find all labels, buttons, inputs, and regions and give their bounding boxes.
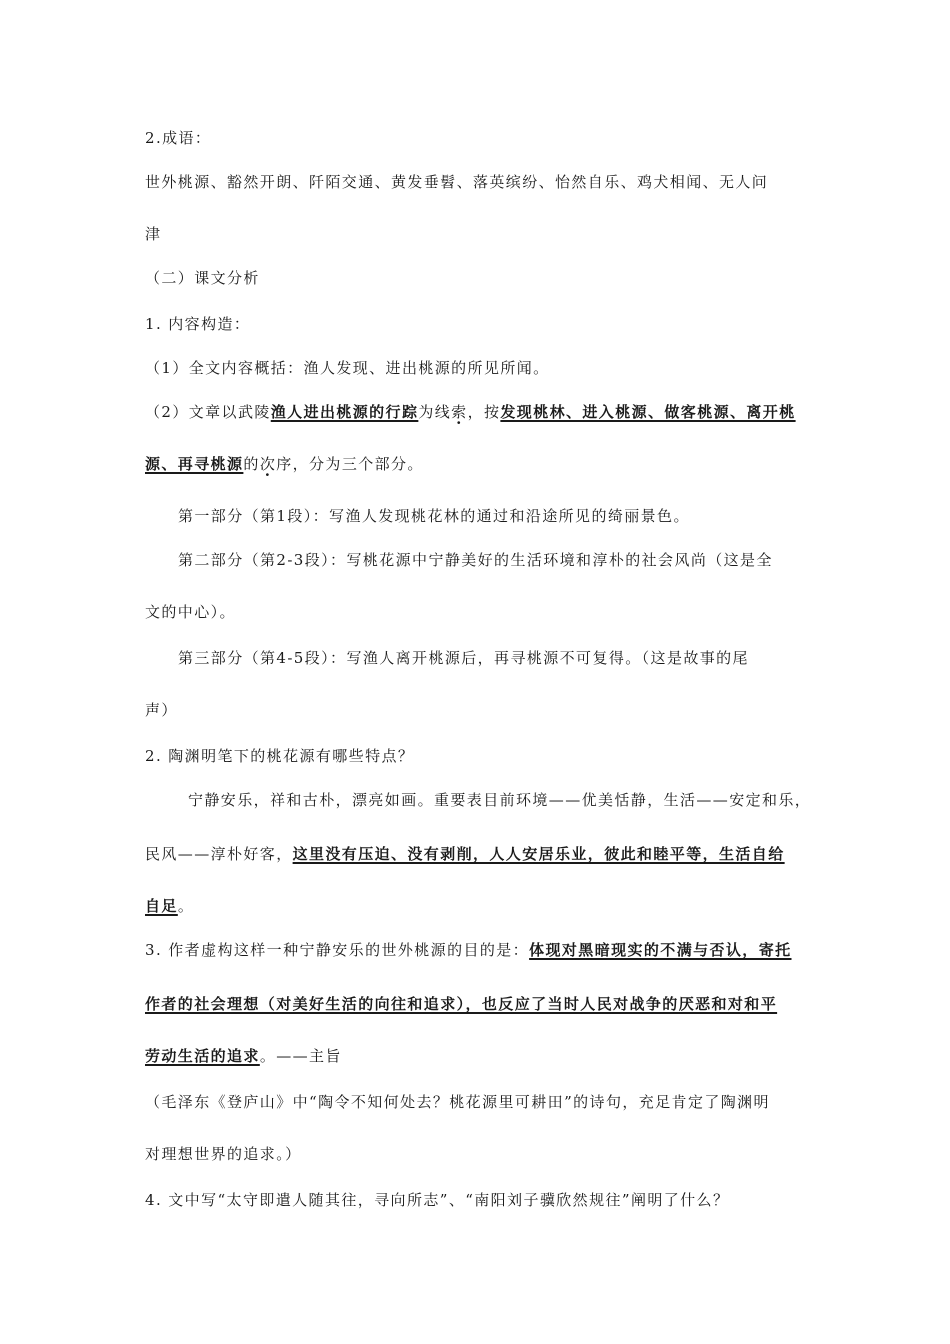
summary-line: （1）全文内容概括：渔人发现、进出桃源的所见所闻。 bbox=[145, 359, 550, 377]
section-heading-analysis: （二）课文分析 bbox=[145, 269, 260, 287]
clue-line-cont: 源、再寻桃源的次序，分为三个部分。 bbox=[145, 455, 424, 473]
answer-2: 宁静安乐，祥和古朴，漂亮如画。重要表目前环境——优美恬静，生活——安定和乐， bbox=[188, 791, 812, 809]
part-three: 第三部分（第4-5段）：写渔人离开桃源后，再寻桃源不可复得。（这是故事的尾 bbox=[178, 649, 749, 667]
part-three-cont: 声） bbox=[145, 701, 178, 719]
theme-emphasis-end: 劳动生活的追求 bbox=[145, 1047, 260, 1065]
clue-line: （2）文章以武陵渔人进出桃源的行踪为线索，按发现桃林、进入桃源、做客桃源、离开桃 bbox=[145, 403, 796, 421]
order-emphasis: 发现桃林、进入桃源、做客桃源、离开桃 bbox=[500, 403, 796, 421]
part-two-cont: 文的中心）。 bbox=[145, 603, 236, 621]
answer-2-emphasis-cont: 自足 bbox=[145, 897, 178, 915]
mao-quote-note: （毛泽东《登庐山》中“陶令不知何处去？桃花源里可耕田”的诗句，充足肯定了陶渊明 bbox=[145, 1093, 770, 1111]
heading-idioms: 2.成语： bbox=[145, 129, 212, 147]
question-3: 3. 作者虚构这样一种宁静安乐的世外桃源的目的是：体现对黑暗现实的不满与否认，寄托 bbox=[145, 941, 792, 959]
idioms-list-cont: 津 bbox=[145, 225, 162, 243]
part-one: 第一部分（第1段）：写渔人发现桃花林的通过和沿途所见的绮丽景色。 bbox=[178, 507, 690, 525]
idioms-list: 世外桃源、豁然开朗、阡陌交通、黄发垂髫、落英缤纷、怡然自乐、鸡犬相闻、无人问 bbox=[145, 173, 769, 191]
theme-end: 劳动生活的追求。——主旨 bbox=[145, 1047, 342, 1065]
part-two: 第二部分（第2-3段）：写桃花源中宁静美好的生活环境和淳朴的社会风尚（这是全 bbox=[178, 551, 773, 569]
emphasis-dot-char: 次 bbox=[259, 455, 277, 473]
question-2: 2. 陶渊明笔下的桃花源有哪些特点？ bbox=[145, 747, 415, 765]
answer-2-cont: 民风——淳朴好客，这里没有压迫、没有剥削，人人安居乐业，彼此和睦平等，生活自给 bbox=[145, 845, 785, 863]
question-4: 4. 文中写“太守即遣人随其往，寻向所志”、“南阳刘子骥欣然规往”阐明了什么？ bbox=[145, 1191, 730, 1209]
heading-content-structure: 1. 内容构造： bbox=[145, 315, 251, 333]
mao-quote-note-cont: 对理想世界的追求。） bbox=[145, 1145, 302, 1163]
clue-emphasis: 渔人进出桃源的行踪 bbox=[270, 403, 419, 421]
theme-emphasis-cont: 作者的社会理想（对美好生活的向往和追求），也反应了当时人民对战争的厌恶和对和平 bbox=[145, 995, 778, 1013]
order-emphasis-cont: 源、再寻桃源 bbox=[145, 455, 244, 473]
emphasis-dot-char: 索 bbox=[451, 403, 468, 421]
theme-emphasis: 体现对黑暗现实的不满与否认，寄托 bbox=[529, 941, 792, 959]
answer-2-emphasis: 这里没有压迫、没有剥削，人人安居乐业，彼此和睦平等，生活自给 bbox=[292, 845, 785, 863]
answer-2-end: 自足。 bbox=[145, 897, 195, 915]
